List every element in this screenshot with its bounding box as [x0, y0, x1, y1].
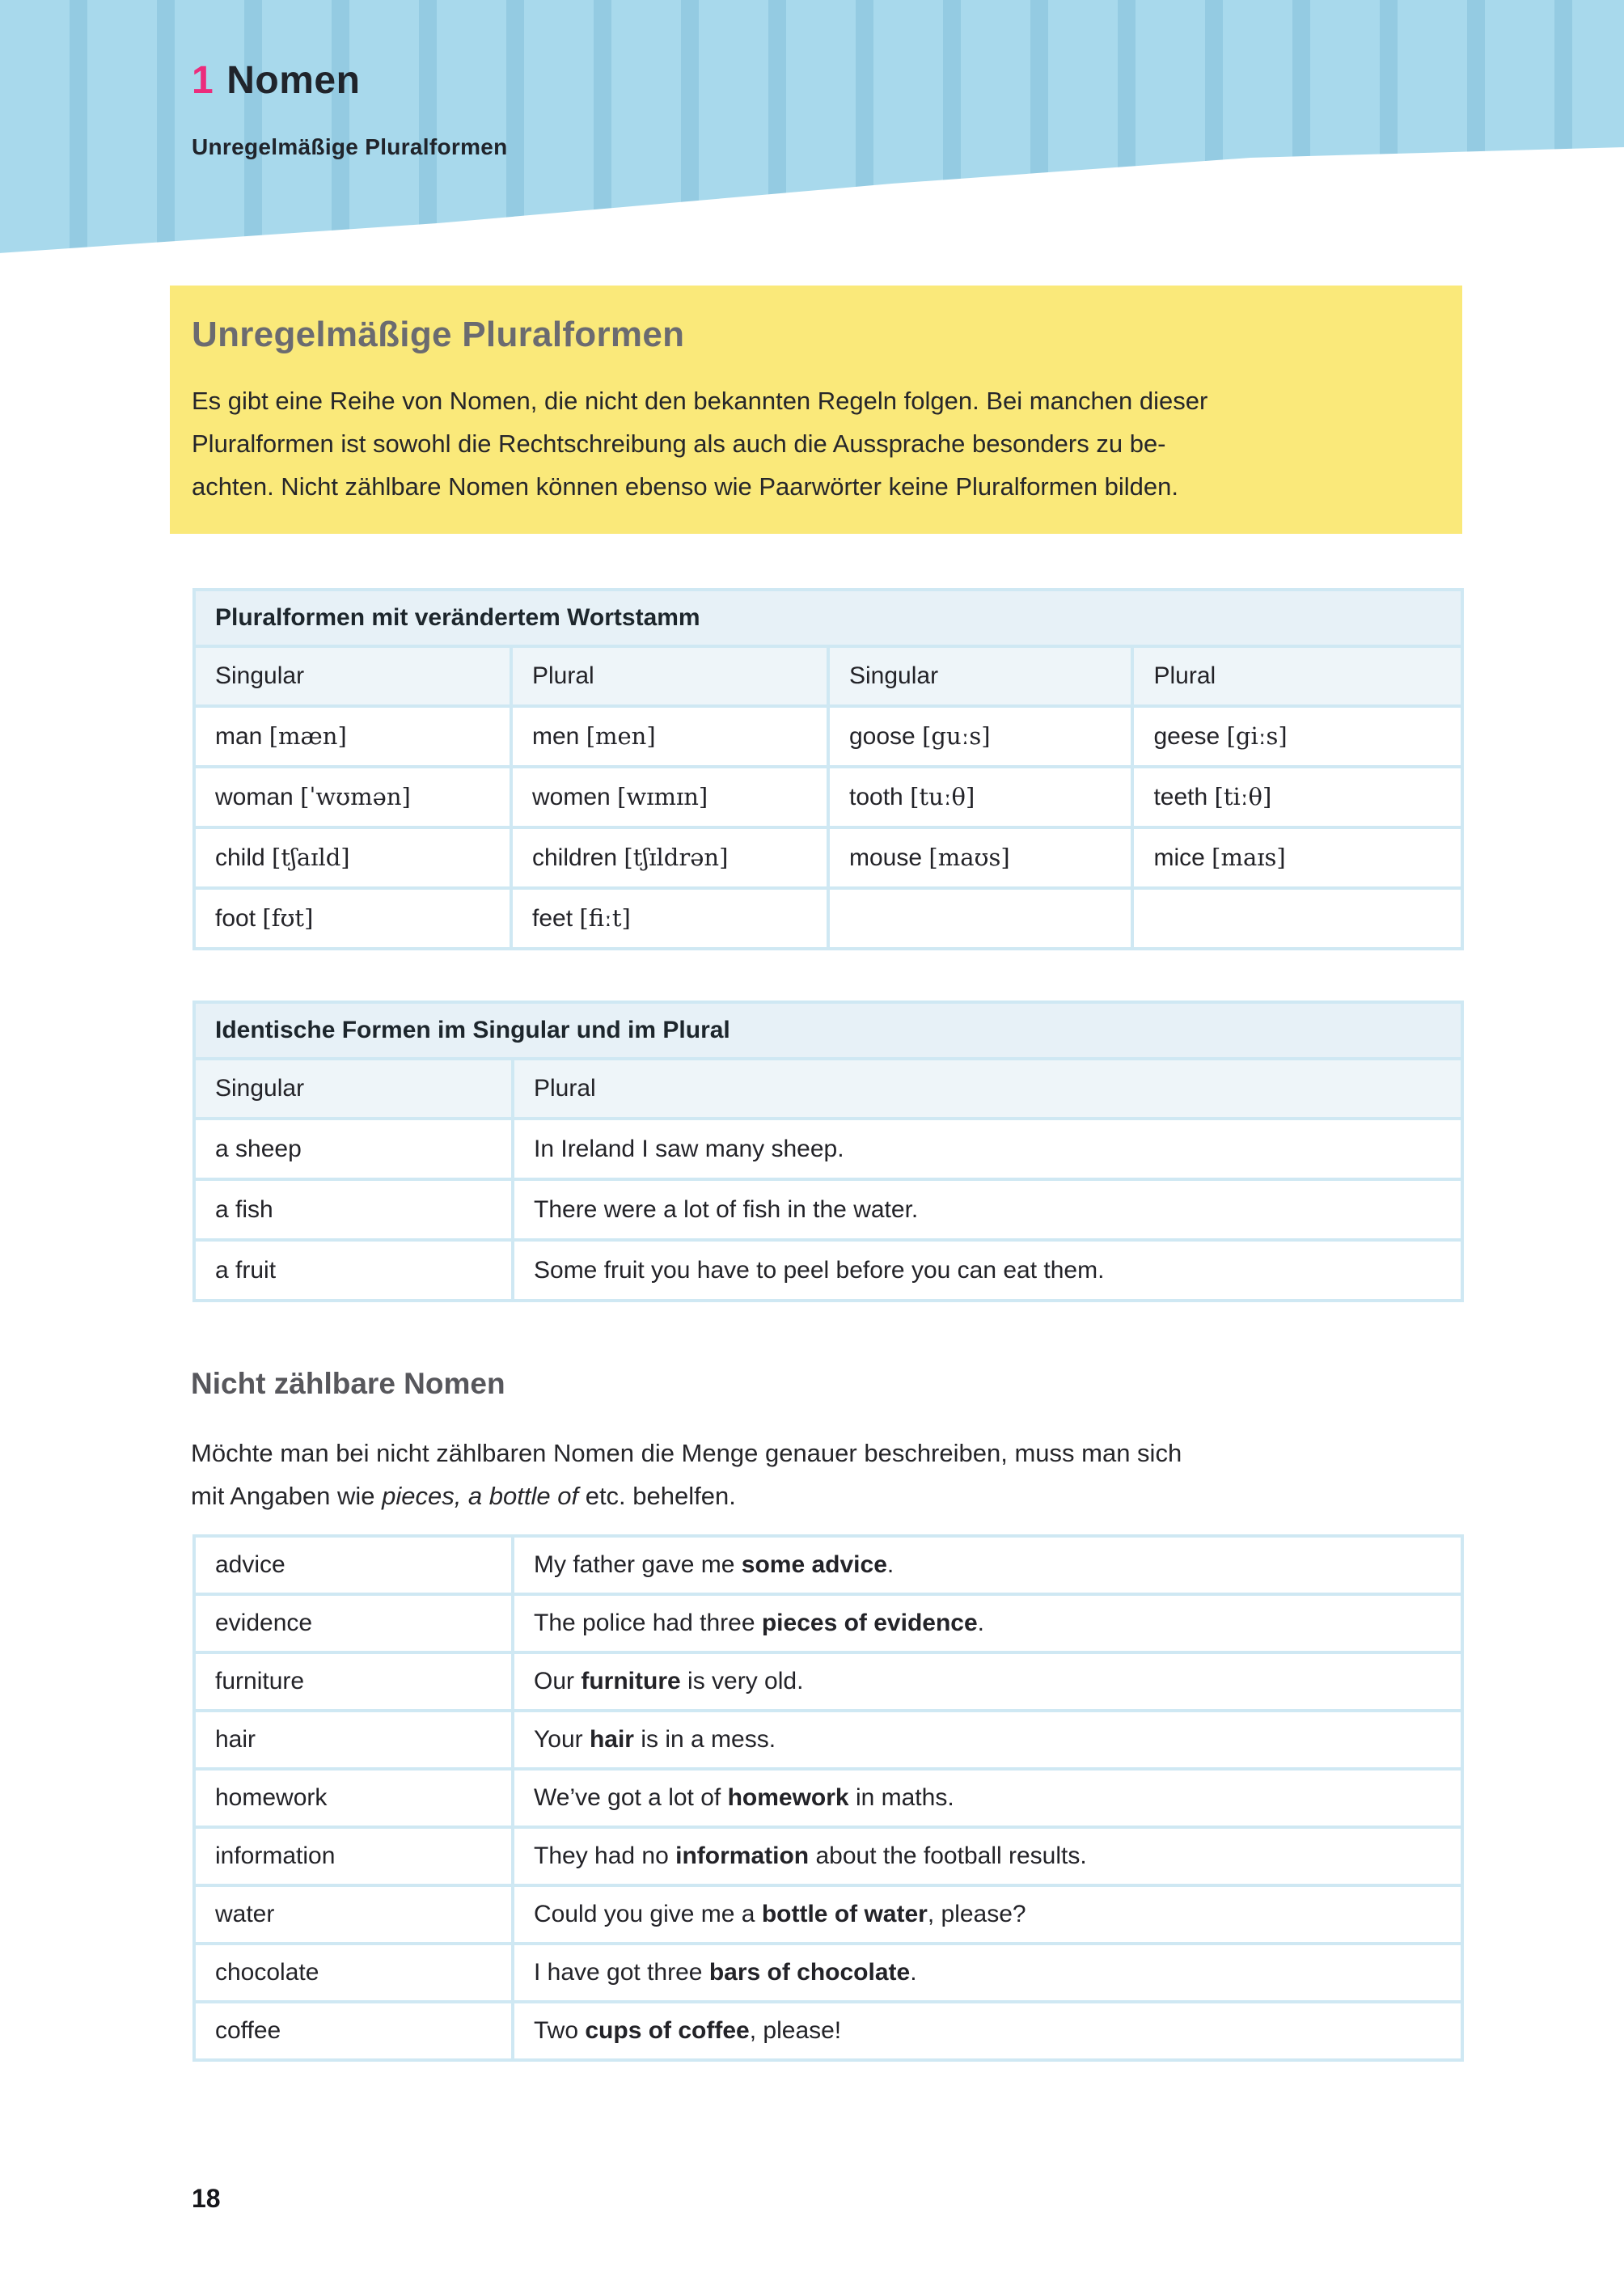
paragraph-line: Möchte man bei nicht zählbaren Nomen die Menge genauer beschreiben, muss man sich [191, 1439, 1182, 1467]
example-text: is in a mess. [633, 1726, 776, 1753]
example-bold-text: some advice [741, 1551, 887, 1578]
chapter-heading [192, 58, 360, 103]
example-text: about the football results. [809, 1842, 1087, 1869]
example-bold-text: pieces of evidence [761, 1610, 978, 1636]
phonetic-transcription: [tuːθ] [910, 783, 975, 810]
example-text: , please? [927, 1901, 1026, 1927]
example-cell [514, 2003, 1461, 2058]
example-text: Our [534, 1668, 582, 1694]
example-text: Two [534, 2017, 586, 2044]
example-bold-text: furniture [581, 1668, 681, 1694]
table-cell [196, 768, 510, 826]
column-header: Plural [514, 1060, 1461, 1117]
column-header: Plural [1134, 648, 1461, 704]
example-text: . [910, 1959, 917, 1986]
example-bold-text: homework [727, 1784, 849, 1811]
example-text: . [977, 1610, 984, 1636]
term-cell: chocolate [196, 1945, 511, 2000]
identical-forms-table [192, 1001, 1464, 1302]
phonetic-transcription: [fiːt] [579, 904, 631, 932]
table-cell [513, 768, 827, 826]
column-header: Singular [830, 648, 1131, 704]
table-row [196, 1242, 1461, 1299]
table-cell [196, 890, 510, 947]
example-text: in maths. [848, 1784, 954, 1811]
table-cell [1134, 708, 1461, 765]
highlight-box-line: Es gibt eine Reihe von Nomen, die nicht den bekannten Regeln folgen. Bei manchen dieser [192, 387, 1208, 415]
word: geese [1153, 723, 1220, 750]
table-row [196, 1181, 1461, 1238]
table-cell [830, 829, 1131, 886]
example-bold-text: bottle of water [761, 1901, 928, 1927]
example-text: Your [534, 1726, 590, 1753]
column-header: Singular [196, 1060, 511, 1117]
table-cell [830, 768, 1131, 826]
highlight-box-title: Unregelmäßige Pluralformen [192, 315, 685, 354]
table-row [196, 2003, 1461, 2058]
highlight-box [170, 286, 1462, 534]
example-text: Could you give me a [534, 1901, 762, 1927]
table-cell [1134, 890, 1461, 947]
word: women [532, 784, 611, 810]
highlight-box-line: Pluralformen ist sowohl die Rechtschreibung als auch die Aussprache besonders zu be- [192, 429, 1166, 458]
example-cell [514, 1596, 1461, 1651]
table-header-row [196, 1060, 1461, 1117]
example-bold-text: cups of coffee [585, 2017, 750, 2044]
word: teeth [1153, 784, 1208, 810]
page-header-banner [0, 0, 1624, 256]
term-cell: homework [196, 1771, 511, 1826]
example-text: is very old. [680, 1668, 804, 1694]
word: feet [532, 905, 573, 932]
term-cell: evidence [196, 1596, 511, 1651]
word: mouse [849, 844, 923, 871]
example-cell [514, 1887, 1461, 1942]
example-cell [514, 1712, 1461, 1767]
word: goose [849, 723, 916, 750]
word: tooth [849, 784, 903, 810]
table-row [196, 708, 1461, 765]
paragraph-text: mit Angaben wie [191, 1482, 383, 1510]
column-header: Plural [513, 648, 827, 704]
table-title-row [196, 1004, 1461, 1057]
phonetic-transcription: [men] [586, 722, 656, 750]
phonetic-transcription: [tʃaɪld] [272, 844, 350, 871]
table-title-row [196, 591, 1461, 645]
header-subtitle: Unregelmäßige Pluralformen [192, 134, 508, 159]
phonetic-transcription: [fʊt] [262, 904, 314, 932]
phonetic-transcription: [wɪmɪn] [617, 783, 708, 810]
table-row [196, 1654, 1461, 1709]
phonetic-transcription: [maɪs] [1212, 844, 1286, 871]
column-header: Singular [196, 648, 510, 704]
term-cell: water [196, 1887, 511, 1942]
example-cell [514, 1771, 1461, 1826]
page-number: 18 [192, 2184, 221, 2213]
example-bold-text: hair [589, 1726, 634, 1753]
phonetic-transcription: [tʃɪldrən] [624, 844, 729, 871]
example-bold-text: bars of chocolate [708, 1959, 911, 1986]
example-cell [514, 1654, 1461, 1709]
table-title: Pluralformen mit verändertem Wortstamm [196, 591, 1461, 645]
table-row [196, 1538, 1461, 1593]
table-cell [1134, 768, 1461, 826]
example-cell [514, 1945, 1461, 2000]
term-cell: furniture [196, 1654, 511, 1709]
table-row [196, 1712, 1461, 1767]
term-cell: a sheep [196, 1120, 511, 1178]
table-row [196, 890, 1461, 947]
term-cell: advice [196, 1538, 511, 1593]
word: mice [1153, 844, 1205, 871]
example-text: The police had three [534, 1610, 762, 1636]
plural-stems-table [192, 588, 1464, 950]
table-cell [513, 890, 827, 947]
uncountable-nouns-table [192, 1534, 1464, 2062]
term-cell: information [196, 1829, 511, 1884]
example-text: My father gave me [534, 1551, 742, 1578]
example-cell [514, 1538, 1461, 1593]
table-cell [513, 708, 827, 765]
example-bold-text: information [675, 1842, 810, 1869]
example-text: They had no [534, 1842, 676, 1869]
table-cell [830, 708, 1131, 765]
word: children [532, 844, 618, 871]
table-cell [1134, 829, 1461, 886]
example-text: , please! [749, 2017, 842, 2044]
table-row [196, 1771, 1461, 1826]
example-cell: There were a lot of fish in the water. [514, 1181, 1461, 1238]
word: woman [215, 784, 294, 810]
section-title-uncountable: Nicht zählbare Nomen [191, 1367, 505, 1400]
table-row [196, 1945, 1461, 2000]
phonetic-transcription: [ˈwʊmən] [300, 783, 411, 810]
word: man [215, 723, 263, 750]
term-cell: a fruit [196, 1242, 511, 1299]
phonetic-transcription: [maʊs] [928, 844, 1010, 871]
phonetic-transcription: [tiːθ] [1214, 783, 1272, 810]
word: foot [215, 905, 256, 932]
example-text: . [886, 1551, 894, 1578]
example-cell: In Ireland I saw many sheep. [514, 1120, 1461, 1178]
phonetic-transcription: [giːs] [1226, 722, 1288, 750]
chapter-number: 1 [192, 59, 214, 102]
table-title: Identische Formen im Singular und im Plural [196, 1004, 1461, 1057]
table-row [196, 1887, 1461, 1942]
example-cell: Some fruit you have to peel before you can eat them. [514, 1242, 1461, 1299]
paragraph-italic-text: pieces, a bottle of [382, 1482, 579, 1510]
phonetic-transcription: [guːs] [922, 722, 991, 750]
table-row [196, 768, 1461, 826]
table-row [196, 1596, 1461, 1651]
table-cell [196, 829, 510, 886]
phonetic-transcription: [mæn] [269, 722, 347, 750]
table-cell [513, 829, 827, 886]
table-row [196, 1829, 1461, 1884]
section-paragraph [191, 1432, 1462, 1517]
word: men [532, 723, 580, 750]
paragraph-line [191, 1474, 1462, 1517]
example-text: We’ve got a lot of [534, 1784, 728, 1811]
chapter-title: Nomen [226, 59, 361, 102]
paragraph-text: etc. behelfen. [578, 1482, 736, 1510]
example-text: I have got three [534, 1959, 709, 1986]
term-cell: a fish [196, 1181, 511, 1238]
table-row [196, 1120, 1461, 1178]
highlight-box-line: achten. Nicht zählbare Nomen können ebenso wie Paarwörter keine Pluralformen bilden. [192, 472, 1179, 501]
term-cell: hair [196, 1712, 511, 1767]
table-cell [830, 890, 1131, 947]
word: child [215, 844, 265, 871]
table-header-row [196, 648, 1461, 704]
table-cell [196, 708, 510, 765]
table-row [196, 829, 1461, 886]
term-cell: coffee [196, 2003, 511, 2058]
example-cell [514, 1829, 1461, 1884]
